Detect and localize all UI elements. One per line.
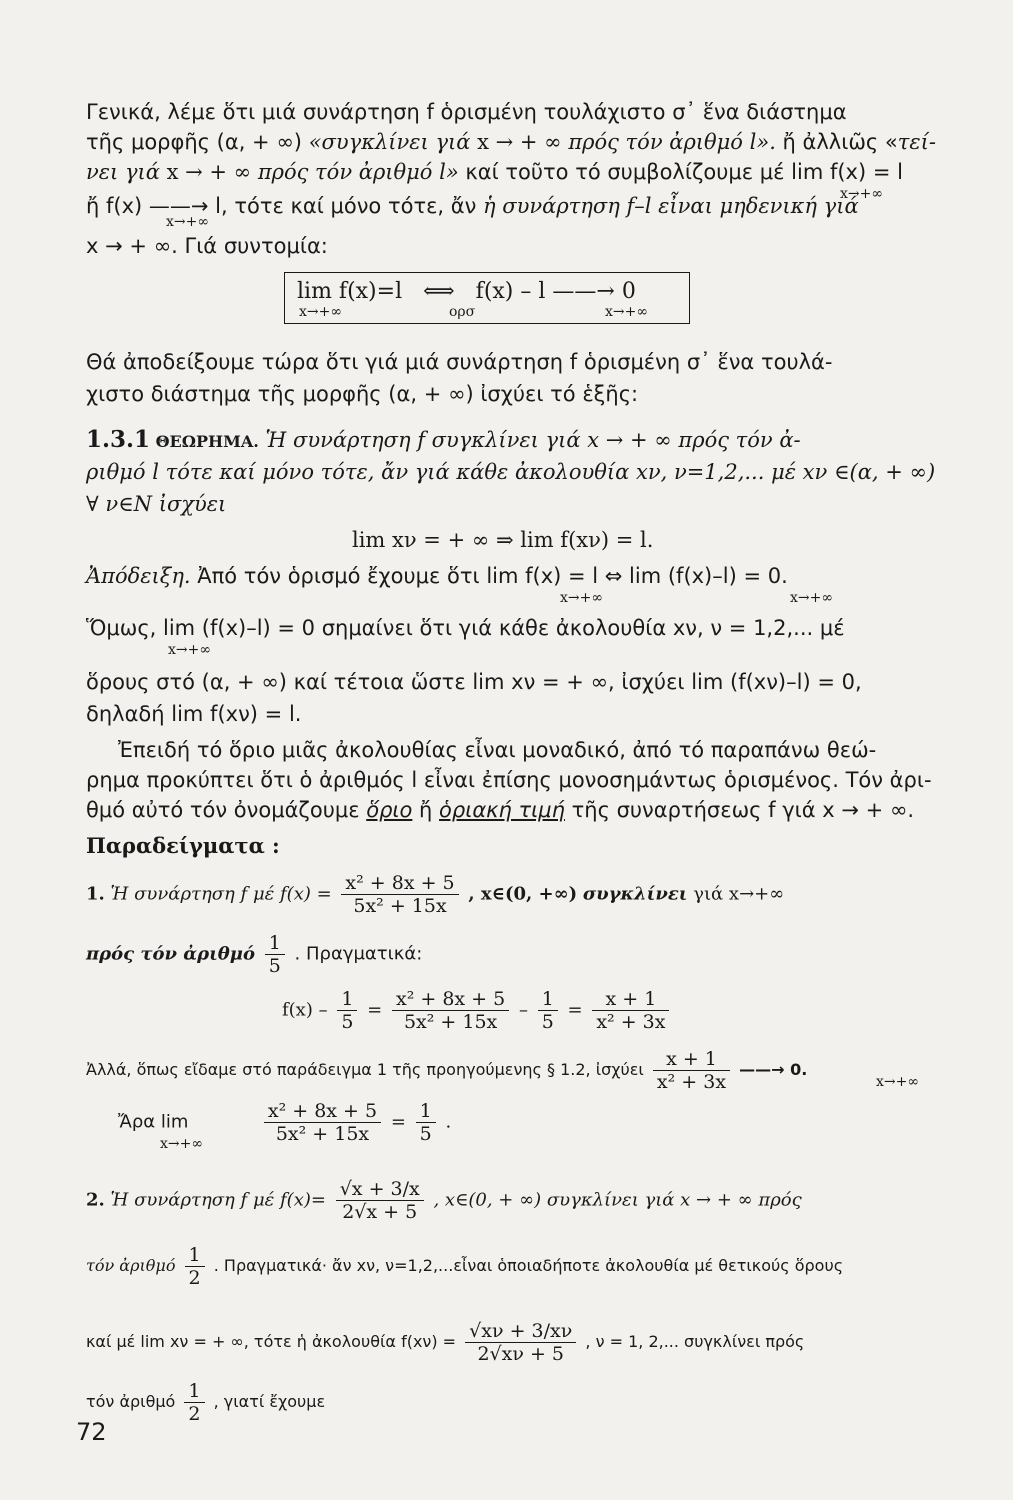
example2-frac-top: √x + 3/x (339, 1178, 420, 1200)
para3-line3-a: θμό αὐτό τόν ὀνομάζουμε (86, 798, 367, 822)
example2-half-2 (184, 1380, 204, 1425)
para1-line4-arrow-sub: x→+∞ (166, 214, 210, 230)
example1-one-fifth (265, 932, 285, 977)
proof-line3: ὅρους στό (α, + ∞) καί τέτοια ὥστε lim xν = + ∞, ἰσχύει lim (f(xν)–l) = 0, (86, 670, 862, 694)
example1-number: 1. (86, 883, 105, 905)
example1-ara-num: x² + 8x + 5 (267, 1100, 378, 1122)
proof-line1 (86, 562, 966, 590)
para1-line4-b: ἡ συνάρτηση f–l εἶναι μηδενική γιά (483, 194, 859, 218)
proof-line2: Ὅμως, lim (f(x)–l) = 0 σημαίνει ὅτι γιά κάθε ἀκολουθία xν, ν = 1,2,... μέ (86, 616, 845, 640)
example1-limit: γιά x→+∞ (693, 883, 785, 905)
example1-eq-five: 5 (337, 1010, 357, 1033)
example1-eq-one-2: 1 (541, 988, 554, 1010)
example2-seq-bot: 2√xν + 5 (465, 1342, 576, 1365)
para1-line2 (86, 128, 966, 156)
example1-eq-mid-num: x² + 8x + 5 (395, 988, 506, 1010)
example1-eq-rhs-num: x + 1 (605, 988, 657, 1010)
example2-seq-frac (465, 1320, 576, 1365)
example2-tail: , x∈(0, + ∞) συγκλίνει γιά x → + ∞ πρός (433, 1189, 802, 1211)
example1-ara-result (416, 1100, 436, 1145)
example1-toward: πρός τόν ἀριθμό (86, 943, 255, 965)
example2-seq-tail: , ν = 1, 2,... συγκλίνει πρός (585, 1332, 805, 1351)
example1-but-text: Ἀλλά, ὅπως εἴδαμε στό παράδειγμα 1 τῆς προηγούμενης § 1.2, ἰσχύει (86, 1060, 644, 1079)
para3-line2: ρημα προκύπτει ὅτι ὁ ἀριθμός l εἶναι ἐπίσης μονοσημάντως ὁρισμένος. Τόν ἀρι- (86, 768, 932, 792)
para3-line3-c: ἤ (412, 798, 440, 822)
example2-half (185, 1244, 205, 1289)
para1-line4-a: ἤ f(x) ——→ l, τότε καί μόνο τότε, ἄν (86, 194, 484, 218)
example1-but-num: x + 1 (666, 1048, 717, 1070)
example1-but-frac (653, 1048, 730, 1093)
example1-fraction (341, 872, 458, 917)
example1-but-den: x² + 3x (653, 1070, 730, 1093)
para1-line3-c: πρός τόν ἀριθμό l» (257, 160, 459, 184)
para1-line3-a: νει γιά (86, 160, 160, 184)
definition-box-content (297, 279, 636, 304)
example1-eq-mid (392, 988, 509, 1033)
example1-eq-mid-den: 5x² + 15x (392, 1010, 509, 1033)
example1-ara: Ἄρα lim (118, 1111, 189, 1133)
para1-line3 (86, 158, 966, 186)
example1-ara-den: 5x² + 15x (264, 1122, 381, 1145)
box-iff-sub: ορσ (449, 304, 476, 320)
proof-line2-sub: x→+∞ (168, 642, 212, 658)
examples-heading: Παραδείγματα : (86, 833, 280, 858)
example1-indeed: . Πραγματικά: (294, 943, 423, 965)
para1-line2-f: τεί- (897, 130, 936, 154)
para2-line2: χιστο διάστημα τῆς μορφῆς (α, + ∞) ἰσχύει τό ἑξῆς: (86, 382, 639, 406)
example2-frac-bot: 2√x + 5 (336, 1200, 424, 1223)
term-limit: ὅριο (366, 798, 413, 822)
theorem-equation: lim xν = + ∞ ⇒ lim f(xν) = l. (352, 528, 654, 552)
example2-sequence: καί μέ lim xν = + ∞, τότε ἡ ἀκολουθία f(xν) = (86, 1332, 457, 1351)
example2-number-word: τόν ἀριθμό (86, 1392, 176, 1411)
example2-seq-top: √xν + 3/xν (469, 1320, 573, 1342)
para1-line2-d: πρός τόν ἀριθμό l». (568, 130, 776, 154)
example1-eq-one-fifth-2 (538, 988, 558, 1033)
example1-therefore: Ἄρα lim $\frac{\text{x² + 8x + 5}}{\text{5x² + 15x}}$ = $\frac{1}{5}$ . (118, 1100, 452, 1145)
example1-ara-five: 5 (416, 1122, 436, 1145)
example1-frac-num: x² + 8x + 5 (345, 872, 455, 894)
example1-eq-one: 1 (341, 988, 354, 1010)
para3-line3 (86, 796, 966, 824)
para1-line3-limit-sub: x→+∞ (840, 186, 884, 202)
proof-line1-sub2: x→+∞ (790, 590, 834, 606)
box-left-sub: x→+∞ (299, 304, 343, 320)
example1-one: 1 (268, 932, 281, 954)
example1-intro: Ἡ συνάρτηση f μέ f(x) = (110, 883, 332, 905)
example1-but-line (86, 1048, 966, 1093)
para1-line2-e: ἤ ἀλλιῶς « (775, 130, 898, 154)
example2-indeed: . Πραγματικά· ἄν xν, ν=1,2,...εἶναι ὁποιαδήποτε ἀκολουθία μέ θετικούς ὅρους (213, 1256, 844, 1275)
example1-eq-lhs: f(x) – (282, 999, 328, 1021)
example1-converges: συγκλίνει (582, 883, 688, 905)
para3-line3-e: τῆς συναρτήσεως f γιά x → + ∞. (564, 798, 915, 822)
theorem-number: 1.3.1 (86, 426, 151, 453)
example1-five: 5 (265, 954, 285, 977)
term-limit-value: ὁριακή τιμή (439, 798, 565, 822)
proof-label: Ἀπόδειξη. (86, 564, 191, 588)
para1-line3-b: x → + ∞ (159, 160, 258, 184)
proof-line4: δηλαδή lim f(xν) = l. (86, 702, 302, 726)
para1-line3-d: καί τοῦτο τό συμβολίζουμε μέ lim f(x) = l (458, 160, 903, 184)
example1-but-tail: ——→ 0. (739, 1060, 808, 1079)
example2-intro: Ἡ συνάρτηση f μέ f(x)= (110, 1189, 326, 1211)
box-right: f(x) – l ——→ 0 (475, 279, 636, 304)
theorem-text1: Ἡ συνάρτηση f συγκλίνει γιά x → + ∞ πρός τόν ἀ- (258, 428, 801, 452)
definition-box (284, 272, 690, 324)
para3-line1: Ἐπειδή τό ὅριο μιᾶς ἀκολουθίας εἶναι μοναδικό, ἀπό τό παραπάνω θεώ- (118, 738, 877, 762)
example1-line2 (86, 932, 966, 977)
example2-toward: τόν ἀριθμό (86, 1256, 176, 1275)
example1-ara-sub: x→+∞ (160, 1136, 204, 1152)
para1-line1: Γενικά, λέμε ὅτι μιά συνάρτηση f ὁρισμένη τουλάχιστο σ᾽ ἕνα διάστημα (86, 100, 847, 124)
example1-eq-one-fifth (337, 988, 357, 1033)
page-number: 72 (76, 1418, 107, 1446)
theorem-line1 (86, 426, 966, 456)
theorem-line3: ∀ ν∈N ἰσχύει (86, 492, 227, 516)
example1-but-sub: x→+∞ (876, 1074, 920, 1090)
example2-line1 (86, 1178, 966, 1223)
example1-eq-five-2: 5 (538, 1010, 558, 1033)
box-right-sub: x→+∞ (605, 304, 649, 320)
example1-ara-one: 1 (419, 1100, 432, 1122)
example2-line2 (86, 1244, 966, 1289)
example1-frac-den: 5x² + 15x (341, 894, 458, 917)
theorem-heading: ΘΕΩΡΗΜΑ. (150, 432, 259, 451)
example2-two-2: 2 (184, 1402, 204, 1425)
example2-line3 (86, 1320, 966, 1365)
para1-line4 (86, 192, 966, 220)
example1-eq-rhs-den: x² + 3x (592, 1010, 669, 1033)
para1-line5: x → + ∞. Γιά συντομία: (86, 234, 328, 258)
example1-domain: , x∈(0, +∞) (468, 883, 578, 905)
example1-eq-rhs (592, 988, 669, 1033)
box-left: lim f(x)=l (297, 279, 403, 304)
para2-line1: Θά ἀποδείξουμε τώρα ὅτι γιά μιά συνάρτηση f ὁρισμένη σ᾽ ἕνα τουλά- (86, 350, 833, 374)
para1-line2-b: «συγκλίνει γιά (308, 130, 471, 154)
example2-line4 (86, 1380, 966, 1425)
example1-equation: f(x) – $\frac{1}{5}$ = $\frac{\text{x² + 8x + 5}}{\text{5x² + 15x}}$ – $\frac{1}{5}$ = $\frac{x + 1}{\text{x² + 3x}}$ (282, 988, 882, 1033)
theorem-line2: ριθμό l τότε καί μόνο τότε, ἄν γιά κάθε ἀκολουθία xν, ν=1,2,... μέ xν ∈(α, + ∞) (86, 460, 936, 484)
example2-one-2: 1 (188, 1380, 201, 1402)
box-iff: ⟺ (423, 279, 455, 304)
example2-one: 1 (188, 1244, 201, 1266)
para1-line2-c: x → + ∞ (470, 130, 569, 154)
proof-line1-sub1: x→+∞ (560, 590, 604, 606)
example2-number: 2. (86, 1189, 105, 1211)
proof-line1-text: Ἀπό τόν ὁρισμό ἔχουμε ὅτι lim f(x) = l ⇔ lim (f(x)–l) = 0. (190, 564, 788, 588)
example2-two: 2 (185, 1266, 205, 1289)
example2-because: , γιατί ἔχουμε (213, 1392, 326, 1411)
para1-line2-a: τῆς μορφῆς (α, + ∞) (86, 130, 309, 154)
example1-line1 (86, 872, 966, 917)
example2-fraction (336, 1178, 424, 1223)
example1-ara-frac (264, 1100, 381, 1145)
